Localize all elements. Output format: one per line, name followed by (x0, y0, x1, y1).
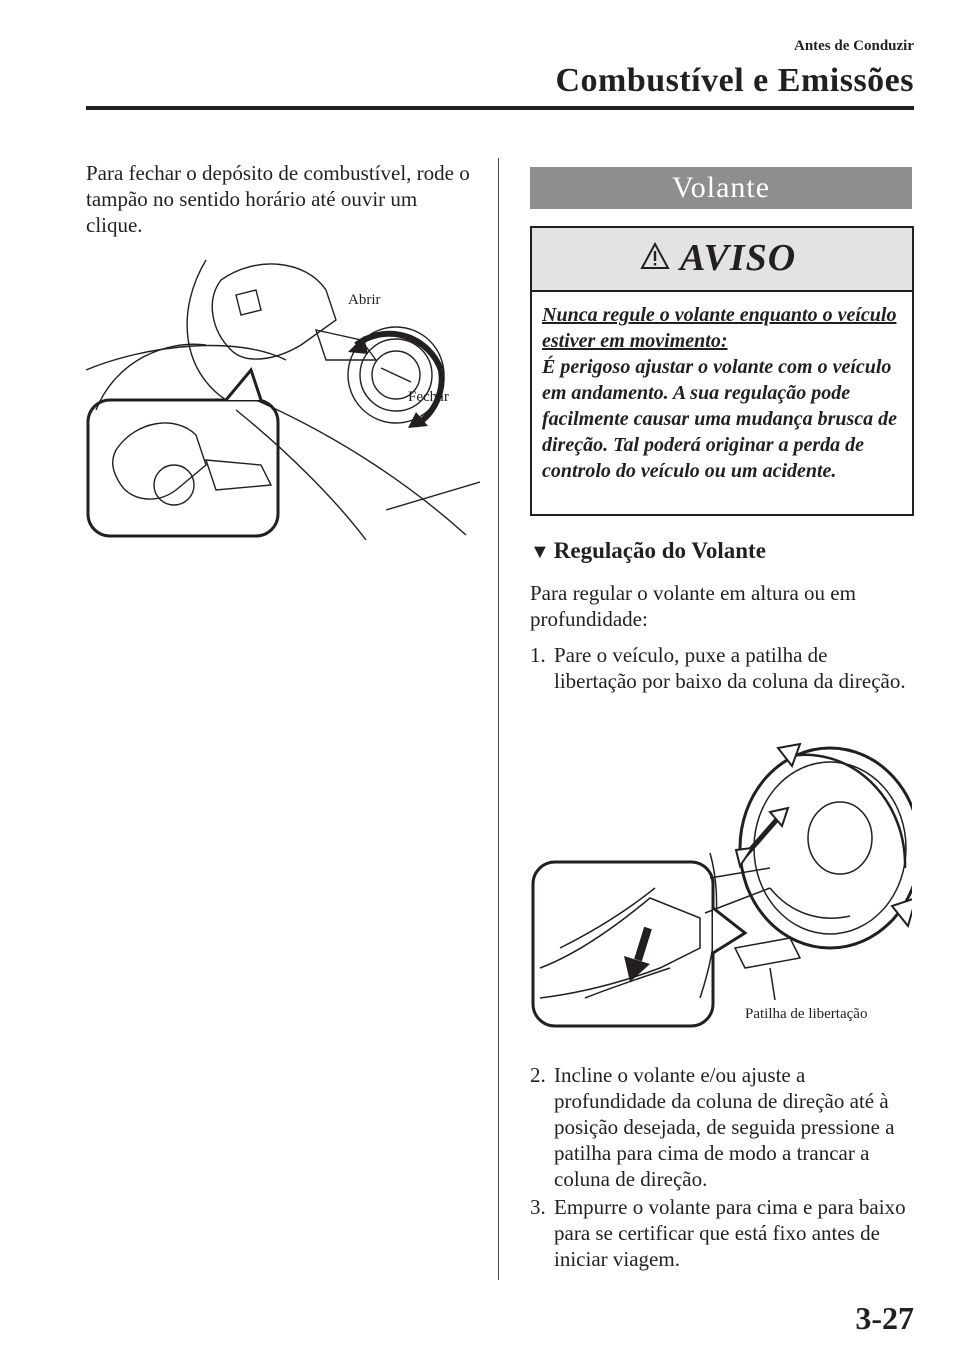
step-number: 1. (530, 643, 546, 667)
section-banner: Volante (530, 167, 912, 209)
step-number: 2. (530, 1063, 546, 1087)
subsection-title: Regulação do Volante (553, 538, 766, 563)
close-label: Fechar (408, 389, 449, 405)
warning-body (532, 292, 912, 484)
step-3 (530, 1194, 910, 1272)
step-text: Pare o veículo, puxe a patilha de libertação por baixo da coluna da direção. (554, 643, 906, 693)
subsection-heading (530, 538, 766, 564)
warning-box (530, 226, 914, 516)
warning-label: AVISO (680, 237, 797, 279)
column-divider (498, 158, 499, 1280)
warning-header (532, 228, 912, 292)
open-label: Abrir (348, 292, 381, 308)
step-text: Incline o volante e/ou ajuste a profundidade da coluna de direção até à posição desejada, de seguida pressione a patilha para cima de modo a trancar a coluna de direção. (554, 1063, 895, 1191)
warning-underlined-text: Nunca regule o volante enquanto o veículo estiver em movimento: (542, 304, 897, 352)
warning-triangle-icon (640, 242, 670, 270)
step-1 (530, 642, 910, 694)
subsection-marker: ▼ (530, 541, 550, 563)
step-2 (530, 1062, 910, 1192)
intro-paragraph: Para regular o volante em altura ou em profundidade: (530, 581, 856, 631)
warning-body-text: É perigoso ajustar o volante com o veículo em andamento. A sua regulação pode facilmente causar uma mudança brusca de direção. Tal poderá originar a perda de controlo do veículo ou um acidente. (542, 356, 898, 482)
steering-wheel-illustration (530, 738, 912, 1030)
fuel-cap-illustration (86, 250, 480, 540)
header-rule (86, 106, 914, 110)
release-lever-label: Patilha de libertação (745, 1006, 868, 1022)
step-text: Empurre o volante para cima e para baixo para se certificar que está fixo antes de iniciar viagem. (554, 1195, 906, 1271)
header-section-label: Antes de Conduzir (793, 38, 914, 54)
fuel-cap-paragraph: Para fechar o depósito de combustível, rode o tampão no sentido horário até ouvir um clique. (86, 161, 470, 237)
page-number: 3-27 (855, 1300, 914, 1336)
step-number: 3. (530, 1195, 546, 1219)
chapter-title: Combustível e Emissões (555, 62, 914, 99)
